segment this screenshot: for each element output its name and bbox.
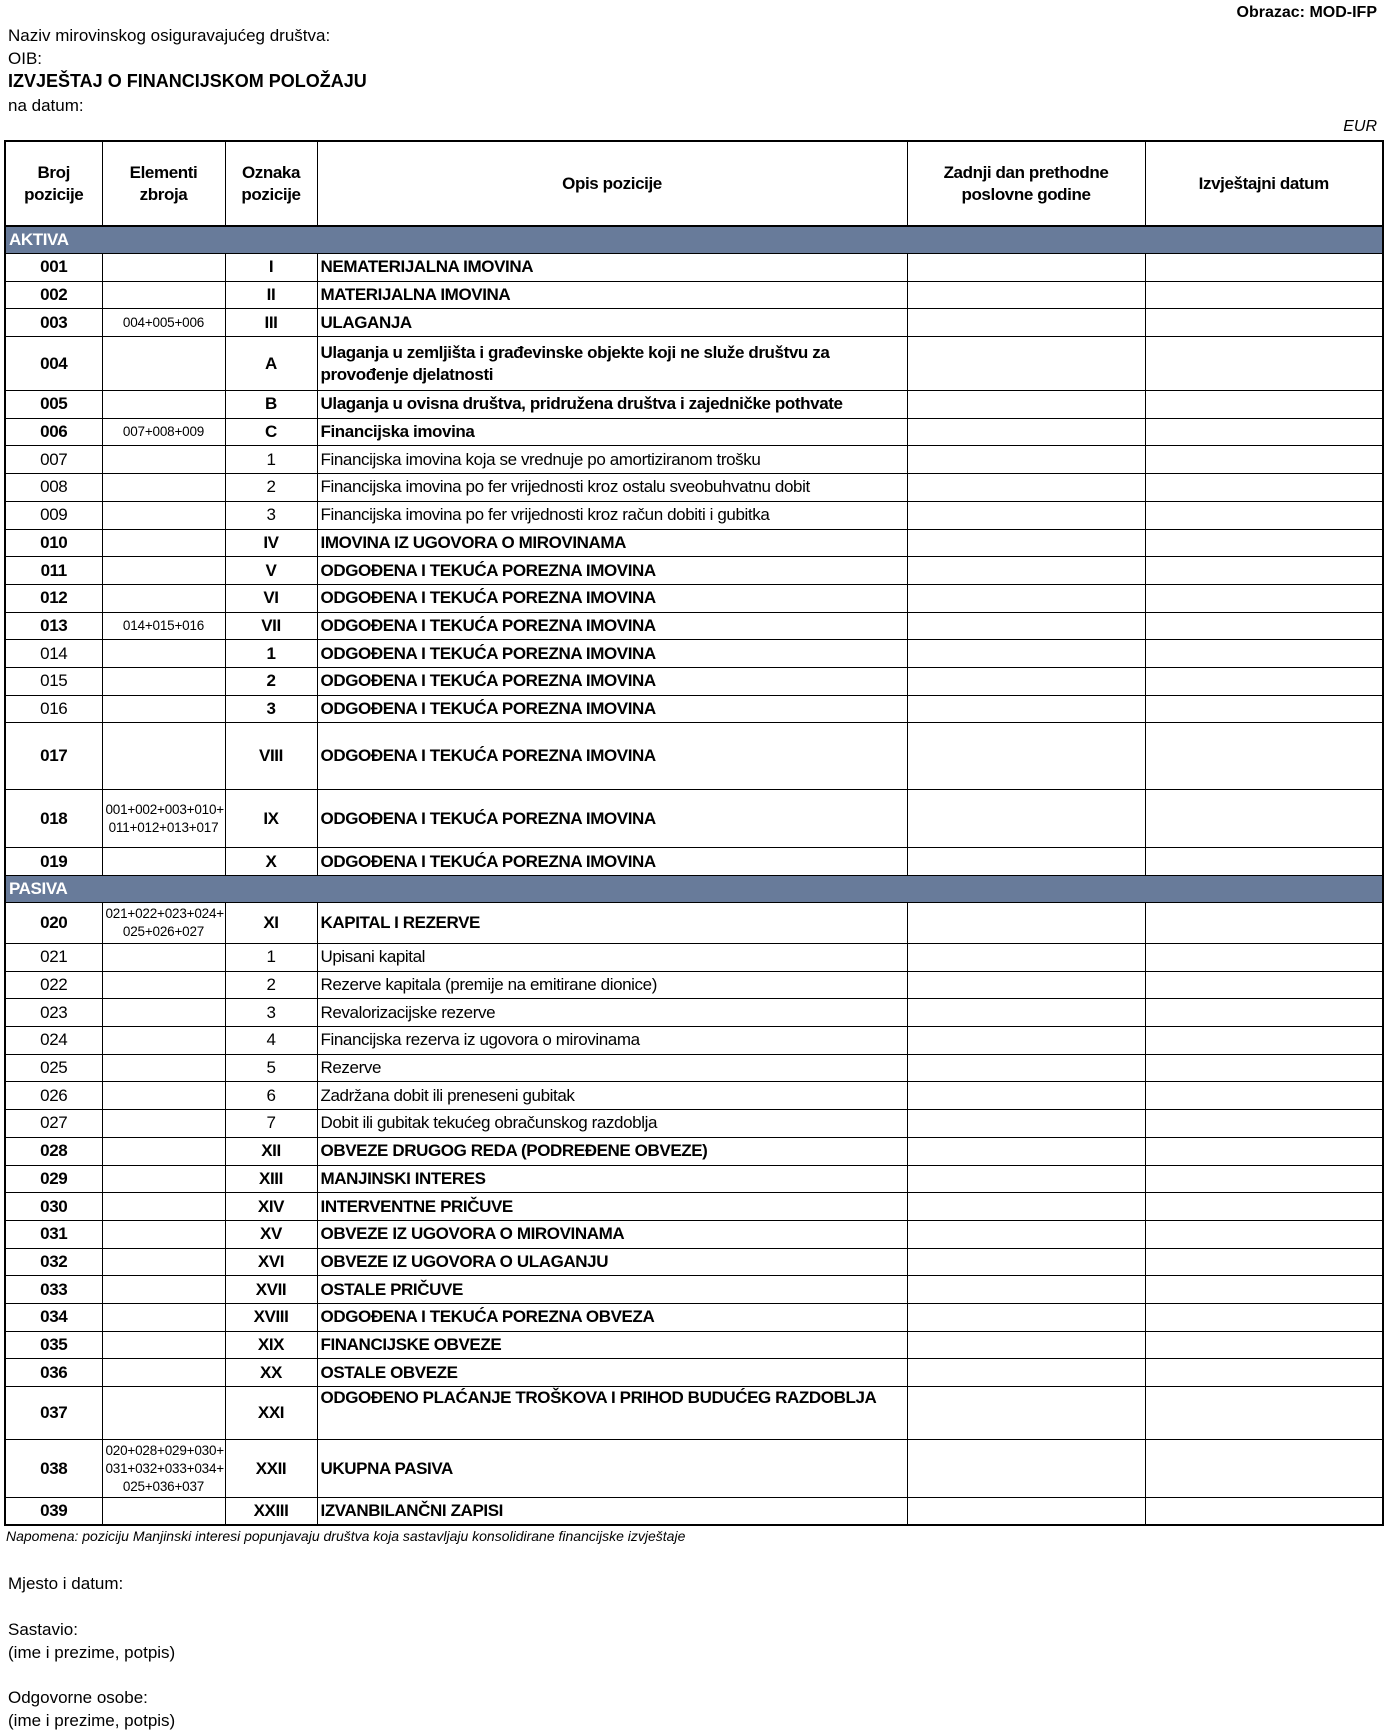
- position-number: 015: [5, 667, 102, 695]
- sum-elements: [102, 640, 225, 668]
- report-date-value[interactable]: [1145, 309, 1383, 337]
- prior-year-value[interactable]: [907, 1193, 1145, 1221]
- sum-elements: [102, 695, 225, 723]
- position-number: 032: [5, 1248, 102, 1276]
- position-description: Financijska imovina po fer vrijednosti kroz račun dobiti i gubitka: [317, 501, 907, 529]
- col-header-prior-year: Zadnji dan prethodne poslovne godine: [907, 141, 1145, 226]
- sum-elements: [102, 584, 225, 612]
- position-description: IMOVINA IZ UGOVORA O MIROVINAMA: [317, 529, 907, 557]
- table-row: [5, 695, 1383, 723]
- report-date-value[interactable]: [1145, 1440, 1383, 1498]
- sum-elements: [102, 1193, 225, 1221]
- table-row: [5, 309, 1383, 337]
- position-description: Ulaganja u zemljišta i građevinske objekte koji ne služe društvu za provođenje djelatnosti: [317, 337, 907, 391]
- position-mark: 7: [225, 1110, 317, 1138]
- position-description: Financijska rezerva iz ugovora o mirovinama: [317, 1027, 907, 1055]
- table-row: [5, 944, 1383, 972]
- responsible-sub: (ime i prezime, potpis): [8, 1711, 176, 1730]
- prior-year-value[interactable]: [907, 1440, 1145, 1498]
- position-mark: 3: [225, 999, 317, 1027]
- report-date-value[interactable]: [1145, 446, 1383, 474]
- prior-year-value[interactable]: [907, 1331, 1145, 1359]
- position-mark: VI: [225, 584, 317, 612]
- sum-elements: [102, 1027, 225, 1055]
- col-header-elementi: Elementi zbroja: [102, 141, 225, 226]
- report-date-value[interactable]: [1145, 944, 1383, 972]
- sum-elements: [102, 1498, 225, 1526]
- position-mark: 1: [225, 446, 317, 474]
- position-description: OSTALE OBVEZE: [317, 1359, 907, 1387]
- position-number: 014: [5, 640, 102, 668]
- position-mark: III: [225, 309, 317, 337]
- report-date-value[interactable]: [1145, 254, 1383, 282]
- table-row: [5, 529, 1383, 557]
- table-header-row: [5, 141, 1383, 226]
- position-number: 010: [5, 529, 102, 557]
- report-date-value[interactable]: [1145, 1054, 1383, 1082]
- position-description: Ulaganja u ovisna društva, pridružena društva i zajedničke pothvate: [317, 391, 907, 419]
- position-number: 030: [5, 1193, 102, 1221]
- prior-year-value[interactable]: [907, 999, 1145, 1027]
- position-number: 007: [5, 446, 102, 474]
- sum-elements: [102, 848, 225, 876]
- prior-year-value[interactable]: [907, 1248, 1145, 1276]
- table-row: [5, 1276, 1383, 1304]
- table-row: [5, 1110, 1383, 1138]
- position-number: 025: [5, 1054, 102, 1082]
- position-number: 031: [5, 1220, 102, 1248]
- report-date-value[interactable]: [1145, 1193, 1383, 1221]
- report-date-value[interactable]: [1145, 391, 1383, 419]
- position-number: 004: [5, 337, 102, 391]
- sum-elements: [102, 1165, 225, 1193]
- table-row: [5, 999, 1383, 1027]
- oib-label: OIB:: [8, 49, 43, 68]
- sum-elements: 020+028+029+030+ 031+032+033+034+ 025+036+037: [102, 1440, 225, 1498]
- position-number: 029: [5, 1165, 102, 1193]
- position-number: 021: [5, 944, 102, 972]
- report-date-value[interactable]: [1145, 1248, 1383, 1276]
- position-description: ULAGANJA: [317, 309, 907, 337]
- position-number: 037: [5, 1387, 102, 1440]
- position-mark: XII: [225, 1137, 317, 1165]
- position-description: ODGOĐENA I TEKUĆA POREZNA IMOVINA: [317, 723, 907, 790]
- sum-elements: [102, 1331, 225, 1359]
- sum-elements: [102, 1303, 225, 1331]
- prior-year-value[interactable]: [907, 1303, 1145, 1331]
- position-description: ODGOĐENA I TEKUĆA POREZNA IMOVINA: [317, 667, 907, 695]
- position-mark: XVIII: [225, 1303, 317, 1331]
- report-date-value[interactable]: [1145, 1165, 1383, 1193]
- position-description: IZVANBILANČNI ZAPISI: [317, 1498, 907, 1526]
- position-mark: 3: [225, 695, 317, 723]
- sum-elements: [102, 999, 225, 1027]
- table-row: [5, 903, 1383, 944]
- position-description: NEMATERIJALNA IMOVINA: [317, 254, 907, 282]
- table-row: [5, 1331, 1383, 1359]
- position-description: Zadržana dobit ili preneseni gubitak: [317, 1082, 907, 1110]
- position-description: ODGOĐENA I TEKUĆA POREZNA IMOVINA: [317, 848, 907, 876]
- position-number: 020: [5, 903, 102, 944]
- position-number: 011: [5, 557, 102, 585]
- position-mark: II: [225, 281, 317, 309]
- report-date-value[interactable]: [1145, 337, 1383, 391]
- section-label: PASIVA: [5, 876, 1383, 903]
- report-date-value[interactable]: [1145, 1027, 1383, 1055]
- sum-elements: [102, 1082, 225, 1110]
- prior-year-value[interactable]: [907, 1110, 1145, 1138]
- position-mark: 1: [225, 944, 317, 972]
- position-mark: V: [225, 557, 317, 585]
- prior-year-value[interactable]: [907, 695, 1145, 723]
- position-description: Financijska imovina: [317, 418, 907, 446]
- table-row: [5, 391, 1383, 419]
- position-mark: XXII: [225, 1440, 317, 1498]
- position-number: 038: [5, 1440, 102, 1498]
- position-description: ODGOĐENA I TEKUĆA POREZNA IMOVINA: [317, 695, 907, 723]
- prior-year-value[interactable]: [907, 446, 1145, 474]
- company-name-label: Naziv mirovinskog osiguravajućeg društva:: [8, 26, 331, 45]
- table-row: [5, 1165, 1383, 1193]
- footnote: Napomena: poziciju Manjinski interesi popunjavaju društva koja sastavljaju konsolidirane financijske izvještaje: [6, 1528, 686, 1544]
- position-description: Financijska imovina koja se vrednuje po amortiziranom trošku: [317, 446, 907, 474]
- prior-year-value[interactable]: [907, 1082, 1145, 1110]
- position-description: ODGOĐENA I TEKUĆA POREZNA IMOVINA: [317, 584, 907, 612]
- sum-elements: 004+005+006: [102, 309, 225, 337]
- prior-year-value[interactable]: [907, 971, 1145, 999]
- sum-elements: [102, 1137, 225, 1165]
- sum-elements: [102, 501, 225, 529]
- position-mark: XXI: [225, 1387, 317, 1440]
- sum-elements: [102, 1220, 225, 1248]
- position-description: Rezerve kapitala (premije na emitirane dionice): [317, 971, 907, 999]
- table-row: [5, 1303, 1383, 1331]
- table-row: [5, 723, 1383, 790]
- position-mark: XVI: [225, 1248, 317, 1276]
- sum-elements: [102, 1248, 225, 1276]
- position-mark: XIX: [225, 1331, 317, 1359]
- position-mark: XIII: [225, 1165, 317, 1193]
- report-date-value[interactable]: [1145, 1387, 1383, 1440]
- position-description: ODGOĐENO PLAĆANJE TROŠKOVA I PRIHOD BUDUĆEG RAZDOBLJA: [317, 1387, 907, 1440]
- position-number: 018: [5, 790, 102, 848]
- position-number: 009: [5, 501, 102, 529]
- table-row: [5, 1082, 1383, 1110]
- sum-elements: [102, 667, 225, 695]
- date-label: na datum:: [8, 96, 84, 115]
- sum-elements: [102, 474, 225, 502]
- table-row: [5, 640, 1383, 668]
- sum-elements: [102, 944, 225, 972]
- col-header-opis: Opis pozicije: [317, 141, 907, 226]
- table-row: [5, 612, 1383, 640]
- report-title: IZVJEŠTAJ O FINANCIJSKOM POLOŽAJU: [8, 71, 367, 91]
- prior-year-value[interactable]: [907, 1220, 1145, 1248]
- report-date-value[interactable]: [1145, 1110, 1383, 1138]
- prior-year-value[interactable]: [907, 337, 1145, 391]
- section-row-pasiva: [5, 876, 1383, 903]
- table-row: [5, 1054, 1383, 1082]
- prior-year-value[interactable]: [907, 723, 1145, 790]
- table-row: [5, 446, 1383, 474]
- position-number: 019: [5, 848, 102, 876]
- position-number: 001: [5, 254, 102, 282]
- prior-year-value[interactable]: [907, 1165, 1145, 1193]
- report-date-value[interactable]: [1145, 1276, 1383, 1304]
- position-description: INTERVENTNE PRIČUVE: [317, 1193, 907, 1221]
- position-number: 016: [5, 695, 102, 723]
- position-mark: 3: [225, 501, 317, 529]
- position-mark: 5: [225, 1054, 317, 1082]
- currency-label: EUR: [1343, 118, 1377, 135]
- responsible-label: Odgovorne osobe:: [8, 1688, 148, 1707]
- position-mark: X: [225, 848, 317, 876]
- position-mark: XVII: [225, 1276, 317, 1304]
- report-date-value[interactable]: [1145, 474, 1383, 502]
- sum-elements: [102, 971, 225, 999]
- table-row: [5, 418, 1383, 446]
- report-date-value[interactable]: [1145, 1137, 1383, 1165]
- prior-year-value[interactable]: [907, 1027, 1145, 1055]
- col-header-oznaka: Oznaka pozicije: [225, 141, 317, 226]
- table-row: [5, 1387, 1383, 1440]
- place-date-label: Mjesto i datum:: [8, 1574, 124, 1593]
- prior-year-value[interactable]: [907, 1054, 1145, 1082]
- position-description: OBVEZE IZ UGOVORA O MIROVINAMA: [317, 1220, 907, 1248]
- position-number: 022: [5, 971, 102, 999]
- sum-elements: 007+008+009: [102, 418, 225, 446]
- position-number: 039: [5, 1498, 102, 1526]
- position-number: 003: [5, 309, 102, 337]
- position-description: Rezerve: [317, 1054, 907, 1082]
- position-number: 036: [5, 1359, 102, 1387]
- position-description: Financijska imovina po fer vrijednosti kroz ostalu sveobuhvatnu dobit: [317, 474, 907, 502]
- sum-elements: [102, 446, 225, 474]
- prior-year-value[interactable]: [907, 254, 1145, 282]
- report-date-value[interactable]: [1145, 1498, 1383, 1526]
- prior-year-value[interactable]: [907, 1387, 1145, 1440]
- position-description: Upisani kapital: [317, 944, 907, 972]
- prior-year-value[interactable]: [907, 529, 1145, 557]
- position-number: 023: [5, 999, 102, 1027]
- prior-year-value[interactable]: [907, 557, 1145, 585]
- position-description: FINANCIJSKE OBVEZE: [317, 1331, 907, 1359]
- form-code: Obrazac: MOD-IFP: [1236, 4, 1377, 21]
- prior-year-value[interactable]: [907, 281, 1145, 309]
- prior-year-value[interactable]: [907, 848, 1145, 876]
- table-row: [5, 1027, 1383, 1055]
- position-mark: 2: [225, 667, 317, 695]
- compiled-by-label: Sastavio:: [8, 1620, 78, 1639]
- sum-elements: [102, 281, 225, 309]
- sum-elements: [102, 529, 225, 557]
- report-date-value[interactable]: [1145, 557, 1383, 585]
- prior-year-value[interactable]: [907, 1137, 1145, 1165]
- sum-elements: [102, 1110, 225, 1138]
- report-date-value[interactable]: [1145, 281, 1383, 309]
- position-mark: VIII: [225, 723, 317, 790]
- report-date-value[interactable]: [1145, 667, 1383, 695]
- position-description: OBVEZE DRUGOG REDA (PODREĐENE OBVEZE): [317, 1137, 907, 1165]
- position-number: 035: [5, 1331, 102, 1359]
- table-row: [5, 1248, 1383, 1276]
- table-row: [5, 971, 1383, 999]
- report-date-value[interactable]: [1145, 695, 1383, 723]
- report-date-value[interactable]: [1145, 903, 1383, 944]
- prior-year-value[interactable]: [907, 1498, 1145, 1526]
- table-row: [5, 474, 1383, 502]
- position-number: 026: [5, 1082, 102, 1110]
- prior-year-value[interactable]: [907, 790, 1145, 848]
- report-date-value[interactable]: [1145, 1303, 1383, 1331]
- prior-year-value[interactable]: [907, 584, 1145, 612]
- col-header-report-date: Izvještajni datum: [1145, 141, 1383, 226]
- report-date-value[interactable]: [1145, 584, 1383, 612]
- report-date-value[interactable]: [1145, 848, 1383, 876]
- position-description: OSTALE PRIČUVE: [317, 1276, 907, 1304]
- section-row-aktiva: [5, 226, 1383, 254]
- position-mark: A: [225, 337, 317, 391]
- position-description: ODGOĐENA I TEKUĆA POREZNA IMOVINA: [317, 640, 907, 668]
- position-mark: 4: [225, 1027, 317, 1055]
- position-mark: 2: [225, 474, 317, 502]
- position-description: UKUPNA PASIVA: [317, 1440, 907, 1498]
- table-row: [5, 337, 1383, 391]
- position-number: 006: [5, 418, 102, 446]
- position-description: ODGOĐENA I TEKUĆA POREZNA IMOVINA: [317, 557, 907, 585]
- report-date-value[interactable]: [1145, 971, 1383, 999]
- position-mark: XV: [225, 1220, 317, 1248]
- sum-elements: [102, 391, 225, 419]
- position-mark: 2: [225, 971, 317, 999]
- table-row: [5, 1498, 1383, 1526]
- position-description: ODGOĐENA I TEKUĆA POREZNA OBVEZA: [317, 1303, 907, 1331]
- position-number: 033: [5, 1276, 102, 1304]
- prior-year-value[interactable]: [907, 418, 1145, 446]
- position-description: KAPITAL I REZERVE: [317, 903, 907, 944]
- table-row: [5, 667, 1383, 695]
- prior-year-value[interactable]: [907, 474, 1145, 502]
- position-number: 017: [5, 723, 102, 790]
- report-date-value[interactable]: [1145, 1359, 1383, 1387]
- position-description: MATERIJALNA IMOVINA: [317, 281, 907, 309]
- position-mark: XX: [225, 1359, 317, 1387]
- table-row: [5, 1359, 1383, 1387]
- position-number: 008: [5, 474, 102, 502]
- position-number: 002: [5, 281, 102, 309]
- table-row: [5, 1440, 1383, 1498]
- table-row: [5, 1220, 1383, 1248]
- sum-elements: [102, 337, 225, 391]
- position-number: 005: [5, 391, 102, 419]
- prior-year-value[interactable]: [907, 309, 1145, 337]
- report-date-value[interactable]: [1145, 1220, 1383, 1248]
- position-mark: 6: [225, 1082, 317, 1110]
- sum-elements: [102, 1359, 225, 1387]
- position-number: 028: [5, 1137, 102, 1165]
- sum-elements: 014+015+016: [102, 612, 225, 640]
- report-date-value[interactable]: [1145, 418, 1383, 446]
- report-date-value[interactable]: [1145, 501, 1383, 529]
- position-mark: I: [225, 254, 317, 282]
- report-date-value[interactable]: [1145, 999, 1383, 1027]
- sum-elements: 001+002+003+010+ 011+012+013+017: [102, 790, 225, 848]
- prior-year-value[interactable]: [907, 640, 1145, 668]
- table-row: [5, 1137, 1383, 1165]
- report-date-value[interactable]: [1145, 723, 1383, 790]
- position-description: ODGOĐENA I TEKUĆA POREZNA IMOVINA: [317, 790, 907, 848]
- position-description: Dobit ili gubitak tekućeg obračunskog razdoblja: [317, 1110, 907, 1138]
- position-number: 034: [5, 1303, 102, 1331]
- table-row: [5, 281, 1383, 309]
- position-number: 024: [5, 1027, 102, 1055]
- report-date-value[interactable]: [1145, 1331, 1383, 1359]
- position-mark: 1: [225, 640, 317, 668]
- prior-year-value[interactable]: [907, 1276, 1145, 1304]
- table-row: [5, 501, 1383, 529]
- table-row: [5, 584, 1383, 612]
- sum-elements: [102, 1054, 225, 1082]
- sum-elements: [102, 723, 225, 790]
- prior-year-value[interactable]: [907, 501, 1145, 529]
- position-mark: XI: [225, 903, 317, 944]
- position-description: Revalorizacijske rezerve: [317, 999, 907, 1027]
- position-mark: IX: [225, 790, 317, 848]
- section-label: AKTIVA: [5, 226, 1383, 254]
- table-row: [5, 254, 1383, 282]
- position-number: 027: [5, 1110, 102, 1138]
- prior-year-value[interactable]: [907, 391, 1145, 419]
- sum-elements: [102, 254, 225, 282]
- position-number: 012: [5, 584, 102, 612]
- report-date-value[interactable]: [1145, 1082, 1383, 1110]
- position-description: MANJINSKI INTERES: [317, 1165, 907, 1193]
- sum-elements: [102, 1387, 225, 1440]
- prior-year-value[interactable]: [907, 944, 1145, 972]
- position-description: ODGOĐENA I TEKUĆA POREZNA IMOVINA: [317, 612, 907, 640]
- prior-year-value[interactable]: [907, 903, 1145, 944]
- prior-year-value[interactable]: [907, 612, 1145, 640]
- sum-elements: 021+022+023+024+ 025+026+027: [102, 903, 225, 944]
- position-number: 013: [5, 612, 102, 640]
- table-row: [5, 848, 1383, 876]
- position-mark: IV: [225, 529, 317, 557]
- sum-elements: [102, 1276, 225, 1304]
- table-row: [5, 790, 1383, 848]
- prior-year-value[interactable]: [907, 1359, 1145, 1387]
- financial-position-table: [4, 140, 1384, 1526]
- position-mark: VII: [225, 612, 317, 640]
- position-mark: XXIII: [225, 1498, 317, 1526]
- position-mark: B: [225, 391, 317, 419]
- position-description: OBVEZE IZ UGOVORA O ULAGANJU: [317, 1248, 907, 1276]
- report-date-value[interactable]: [1145, 612, 1383, 640]
- sum-elements: [102, 557, 225, 585]
- report-date-value[interactable]: [1145, 790, 1383, 848]
- position-mark: C: [225, 418, 317, 446]
- compiled-by-sub: (ime i prezime, potpis): [8, 1643, 176, 1662]
- table-row: [5, 557, 1383, 585]
- table-row: [5, 1193, 1383, 1221]
- report-date-value[interactable]: [1145, 529, 1383, 557]
- col-header-broj: Broj pozicije: [5, 141, 102, 226]
- report-date-value[interactable]: [1145, 640, 1383, 668]
- prior-year-value[interactable]: [907, 667, 1145, 695]
- position-mark: XIV: [225, 1193, 317, 1221]
